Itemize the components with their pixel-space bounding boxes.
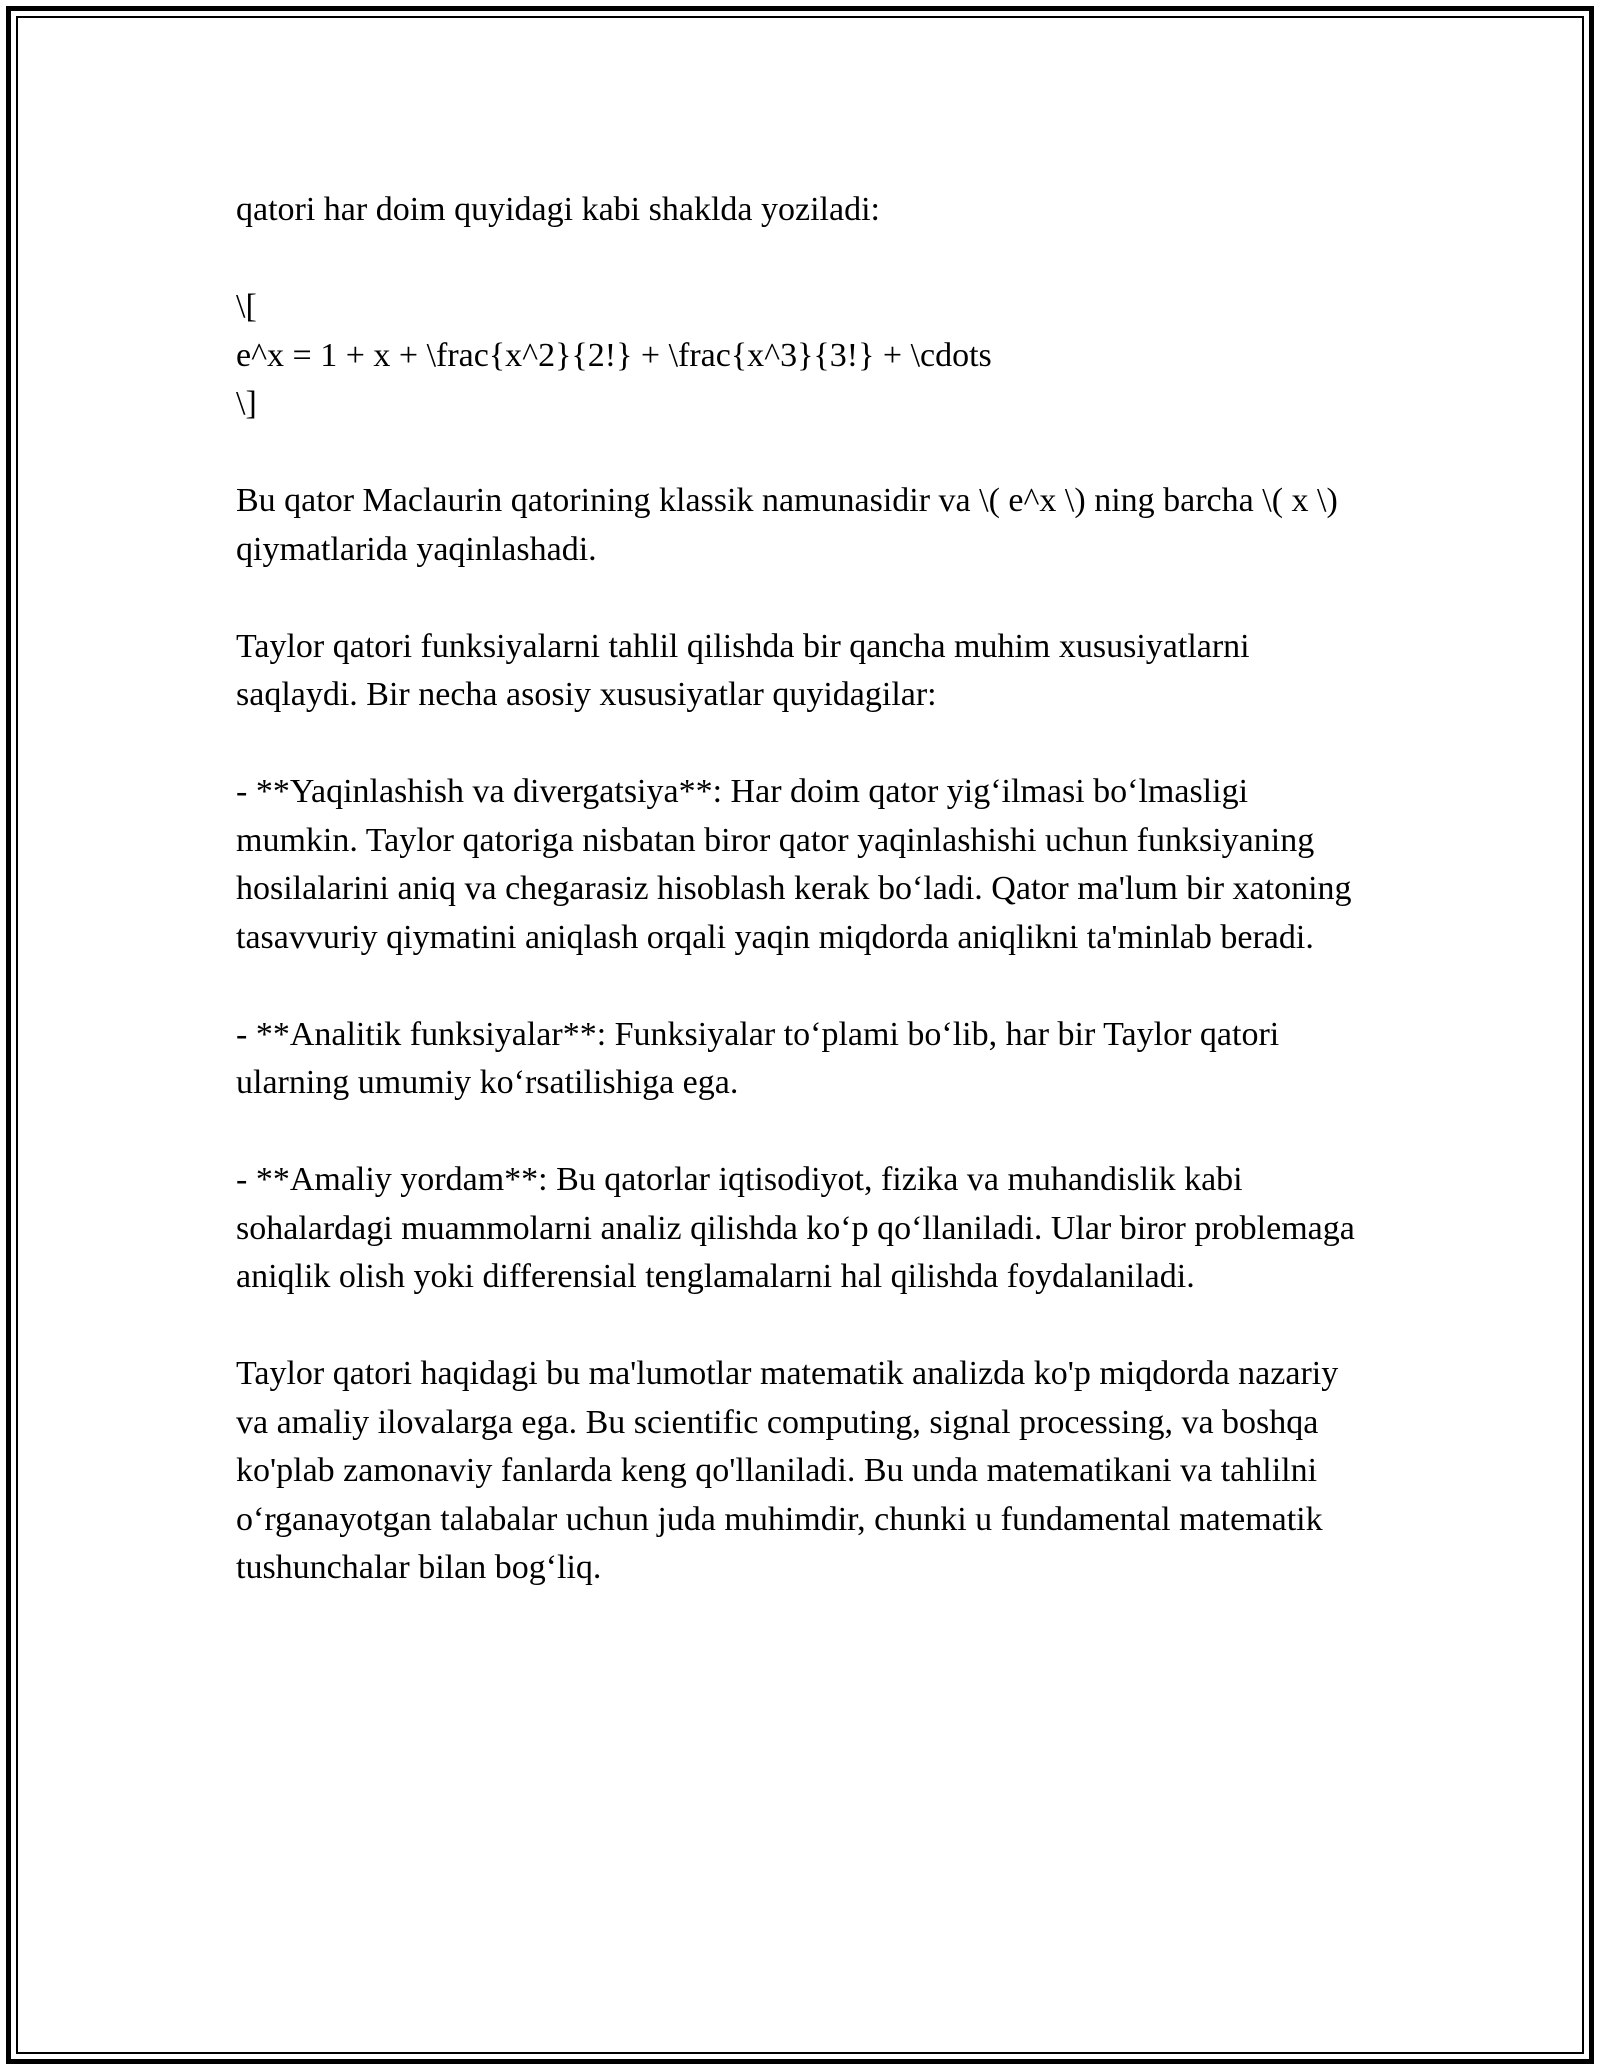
formula-body: e^x = 1 + x + \frac{x^2}{2!} + \frac{x^3}{3!} + \cdots <box>236 336 992 374</box>
paragraph-maclaurin: Bu qator Maclaurin qatorining klassik namunasidir va \( e^x \) ning barcha \( x \) qiymatlarida yaqinlashadi. <box>236 482 1338 568</box>
list-item-practical: - **Amaliy yordam**: Bu qatorlar iqtisodiyot, fizika va muhandislik kabi sohalardagi muammolarni analiz qilishda ko‘p qo‘llaniladi. Ular biror problemaga aniqlik olish yoki differensial tenglamalarni hal qilishda foydalaniladi. <box>236 1161 1355 1295</box>
document-body <box>236 186 1376 1641</box>
paragraph-properties-intro: Taylor qatori funksiyalarni tahlil qilishda bir qancha muhim xususiyatlarni saqlaydi. Bir necha asosiy xususiyatlar quyidagilar: <box>236 627 1250 713</box>
formula-close: \] <box>236 385 257 422</box>
formula-block <box>236 283 1376 429</box>
list-item-convergence: - **Yaqinlashish va divergatsiya**: Har doim qator yig‘ilmasi bo‘lmasligi mumkin. Taylor qatoriga nisbatan biror qator yaqinlashishi uchun funksiyaning hosilalarini aniq va chegarasiz hisoblash kerak bo‘ladi. Qator ma'lum bir xatoning tasavvuriy qiymatini aniqlash orqali yaqin miqdorda aniqlikni ta'minlab beradi. <box>236 773 1352 956</box>
intro-paragraph: qatori har doim quyidagi kabi shaklda yoziladi: <box>236 191 880 228</box>
formula-open: \[ <box>236 288 257 325</box>
list-item-analytic: - **Analitik funksiyalar**: Funksiyalar to‘plami bo‘lib, har bir Taylor qatori ularning umumiy ko‘rsatilishiga ega. <box>236 1015 1280 1101</box>
paragraph-conclusion: Taylor qatori haqidagi bu ma'lumotlar matematik analizda ko'p miqdorda nazariy va amaliy ilovalarga ega. Bu scientific computing, signal processing, va boshqa ko'plab zamonaviy fanlarda keng qo'llaniladi. Bu unda matematikani va tahlilni o‘rganayotgan talabalar uchun juda muhimdir, chunki u fundamental matematik tushunchalar bilan bog‘liq. <box>236 1355 1339 1586</box>
